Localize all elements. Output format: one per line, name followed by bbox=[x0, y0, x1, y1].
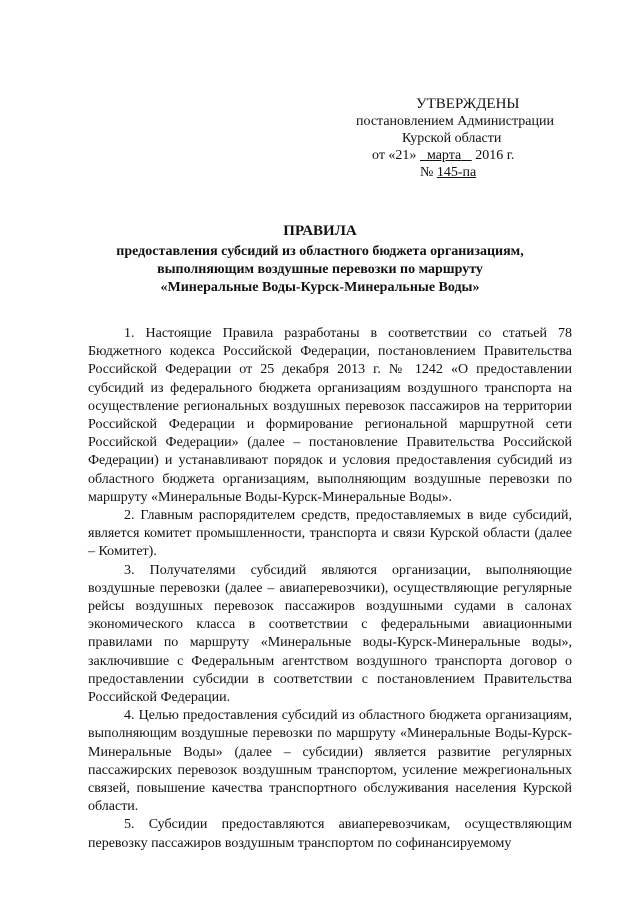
paragraph-5: 5. Субсидии предоставляются авиаперевозчикам, осуществляющим перевозку пассажиров воздушным транспортом по софинансируемому bbox=[88, 817, 572, 851]
approval-region-line: Курской области bbox=[402, 131, 502, 146]
approval-stamp bbox=[356, 96, 586, 181]
approval-heading: УТВЕРЖДЕНЫ bbox=[416, 96, 520, 112]
approval-number-line bbox=[356, 164, 586, 181]
paragraph-2: 2. Главным распорядителем средств, предоставляемых в виде субсидий, является комитет промышленности, транспорта и связи Курской области (далее – Комитет). bbox=[88, 508, 572, 560]
title-subtitle-line-3: «Минеральные Воды-Курск-Минеральные Воды» bbox=[160, 280, 480, 295]
approval-date-line bbox=[356, 147, 586, 164]
paragraph-1: 1. Настоящие Правила разработаны в соответствии со статьей 78 Бюджетного кодекса Российской Федерации, постановлением Правительства Российской Федерации от 25 декабря 2013 г. № 1242 «О предоставлении субсидий из федерального бюджета организациям воздушного транспорта на осуществление региональных воздушных перевозок пассажиров на территории Российской Федерации и формирование региональной маршрутной сети Российской Федерации» (далее – постановление Правительства Российской Федерации) и устанавливают порядок и условия предоставления субсидий из областного бюджета организациям, выполняющим воздушные перевозки по маршруту «Минеральные Воды-Курск-Минеральные Воды». bbox=[88, 326, 572, 505]
paragraph-3: 3. Получателями субсидий являются организации, выполняющие воздушные перевозки (далее – авиаперевозчики), осуществляющие регулярные рейсы воздушных перевозок пассажиров воздушными судами в салонах экономического класса в соответствии с федеральными авиационными правилами по маршруту «Минеральные воды-Курск-Минеральные воды», заключившие с Федеральным агентством воздушного транспорта договор о предоставлении субсидии в соответствии с постановлением Правительства Российской Федерации. bbox=[88, 562, 572, 706]
approval-date-prefix: от «21» bbox=[372, 148, 417, 163]
document-body bbox=[88, 325, 572, 853]
document-title bbox=[0, 222, 640, 297]
title-subtitle-line-1: предоставления субсидий из областного бюджета организациям, bbox=[116, 244, 524, 259]
approval-number-prefix: № bbox=[420, 165, 434, 180]
title-subtitle-line-2: выполняющим воздушные перевозки по маршруту bbox=[157, 262, 483, 277]
paragraph-4: 4. Целью предоставления субсидий из областного бюджета организациям, выполняющим воздушные перевозки по маршруту «Минеральные Воды-Курск-Минеральные Воды» (далее – субсидии) является развитие регулярных пассажирских перевозок воздушным транспортом, усиление межрегиональных связей, повышение качества транспортного обслуживания населения Курской области. bbox=[88, 708, 572, 815]
approval-number-value: 145-па bbox=[436, 165, 477, 180]
approval-date-month: марта bbox=[426, 148, 462, 163]
approval-decree-line: постановлением Администрации bbox=[356, 114, 554, 129]
approval-date-year: 2016 г. bbox=[475, 148, 515, 163]
title-main: ПРАВИЛА bbox=[283, 223, 357, 239]
